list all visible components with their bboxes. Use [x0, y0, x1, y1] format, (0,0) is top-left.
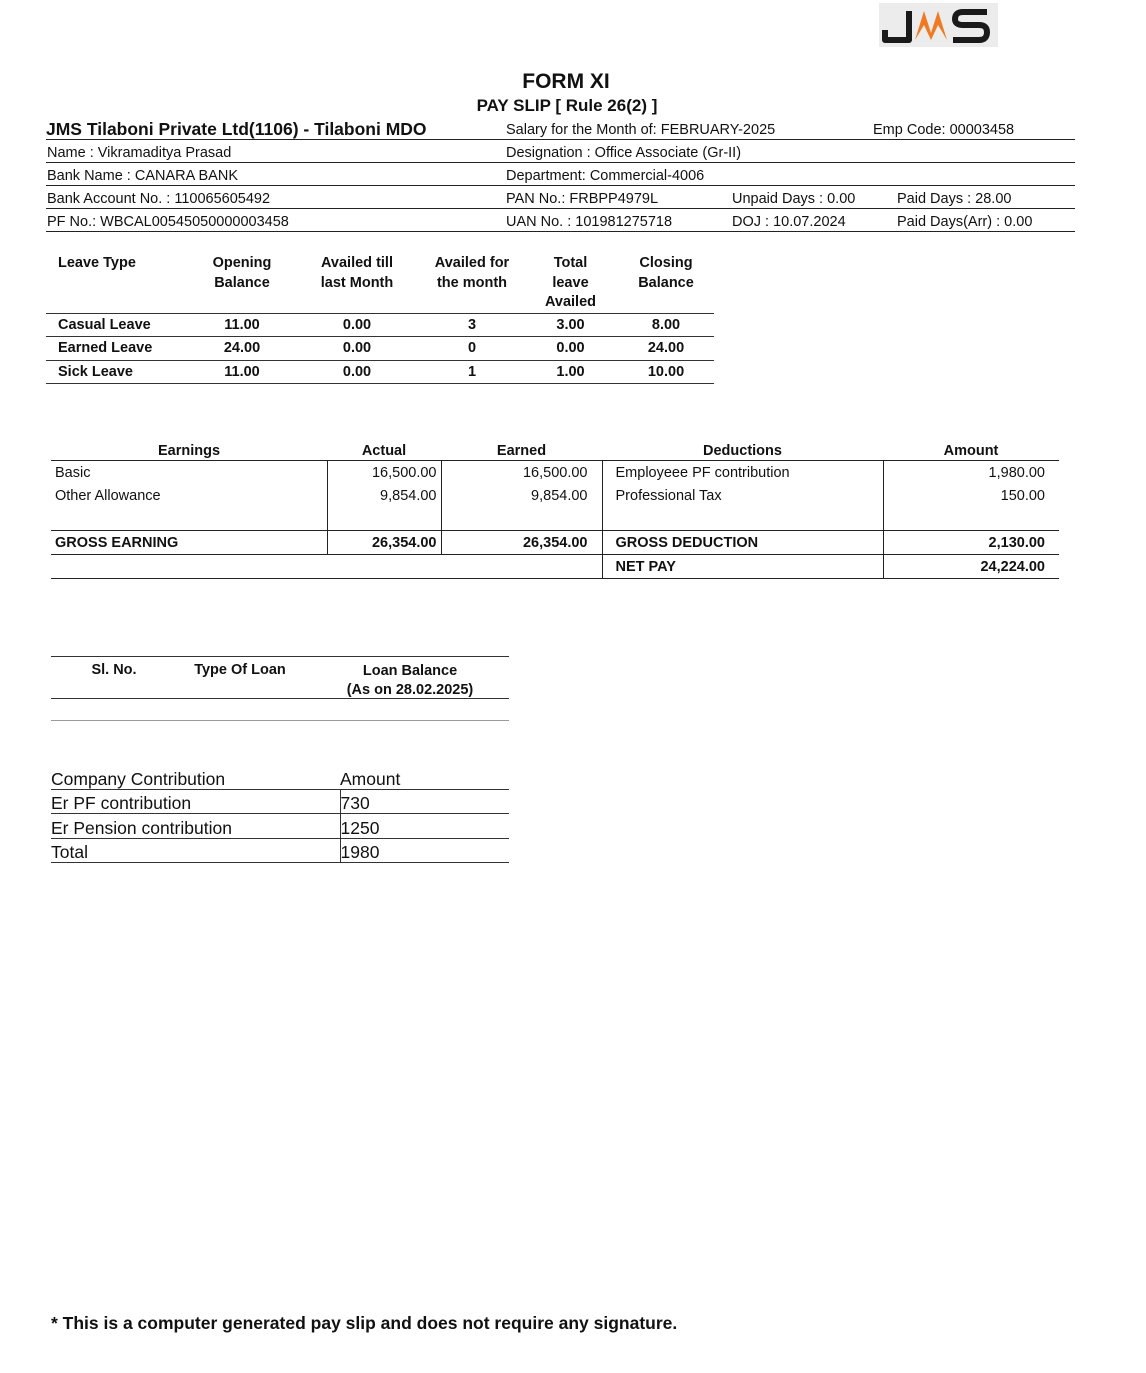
empty-cell [327, 555, 441, 579]
col-earned: Earned [441, 442, 602, 461]
divider [51, 698, 509, 699]
empty-cell [602, 507, 883, 531]
empty-cell [441, 507, 602, 531]
pf-number: PF No.: WBCAL00545050000003458 [47, 214, 289, 230]
col-loan-balance [330, 662, 490, 700]
table-row [46, 360, 714, 384]
table-row [51, 814, 509, 839]
empty-cell [327, 507, 441, 531]
closing-balance: 8.00 [618, 313, 714, 337]
gross-deduction-label: GROSS DEDUCTION [602, 531, 883, 555]
availed-till: 0.00 [293, 313, 421, 337]
header-line: Total [553, 255, 588, 271]
divider [51, 720, 509, 721]
col-availed-till [293, 254, 421, 313]
divider [51, 656, 509, 657]
gross-earning-label: GROSS EARNING [51, 531, 327, 555]
closing-balance: 24.00 [618, 337, 714, 361]
divider [46, 139, 1075, 140]
department: Department: Commercial-4006 [506, 168, 705, 184]
divider [46, 208, 1075, 209]
table-row [46, 313, 714, 337]
contribution-amount: 730 [340, 789, 509, 814]
table-row [51, 789, 509, 814]
col-contribution: Company Contribution [51, 765, 340, 789]
divider [46, 231, 1075, 232]
table-row [51, 461, 1059, 485]
earnings-deductions-table [51, 442, 1059, 579]
leave-type: Sick Leave [46, 360, 191, 384]
salary-month: Salary for the Month of: FEBRUARY-2025 [506, 122, 776, 138]
deduction-amount: 1,980.00 [883, 461, 1059, 485]
deduction-label: Professional Tax [602, 484, 883, 507]
earned-value: 16,500.00 [441, 461, 602, 485]
contribution-label: Total [51, 838, 340, 863]
pay-header-row [51, 442, 1059, 461]
company-logo [879, 3, 998, 47]
header-line: Opening [212, 255, 272, 271]
opening-balance: 11.00 [191, 313, 293, 337]
col-amount: Amount [883, 442, 1059, 461]
header-line: Availed [544, 294, 597, 310]
empty-cell [883, 507, 1059, 531]
form-title: FORM XI [522, 70, 610, 93]
leave-header-row [46, 254, 714, 313]
availed-till: 0.00 [293, 337, 421, 361]
total-availed: 1.00 [523, 360, 618, 384]
uan-number: UAN No. : 101981275718 [506, 214, 673, 230]
gross-deduction-amount: 2,130.00 [883, 531, 1059, 555]
employee-name: Name : Vikramaditya Prasad [47, 145, 232, 161]
availed-till: 0.00 [293, 360, 421, 384]
bank-account: Bank Account No. : 110065605492 [47, 191, 271, 207]
header-line: Availed for [434, 255, 510, 271]
leave-type: Earned Leave [46, 337, 191, 361]
col-closing-balance [618, 254, 714, 313]
bank-name: Bank Name : CANARA BANK [47, 168, 238, 184]
total-availed: 3.00 [523, 313, 618, 337]
header-line: the month [436, 274, 508, 291]
form-subtitle: PAY SLIP [ Rule 26(2) ] [476, 96, 658, 115]
designation: Designation : Office Associate (Gr-II) [506, 145, 742, 161]
opening-balance: 11.00 [191, 360, 293, 384]
col-earnings: Earnings [51, 442, 327, 461]
jms-logo-icon [879, 3, 998, 47]
net-pay-label: NET PAY [602, 555, 883, 579]
table-row [51, 484, 1059, 507]
closing-balance: 10.00 [618, 360, 714, 384]
emp-code: Emp Code: 00003458 [873, 122, 1015, 138]
leave-table [46, 254, 714, 384]
col-opening-balance [191, 254, 293, 313]
gross-row [51, 531, 1059, 555]
paid-days: Paid Days : 28.00 [897, 191, 1012, 207]
gross-actual: 26,354.00 [327, 531, 441, 555]
col-loan-type: Type Of Loan [194, 662, 286, 678]
paid-days-arrear: Paid Days(Arr) : 0.00 [897, 214, 1033, 230]
divider [46, 185, 1075, 186]
gross-earned: 26,354.00 [441, 531, 602, 555]
empty-cell [51, 507, 327, 531]
header-line: Loan Balance [362, 663, 458, 679]
total-availed: 0.00 [523, 337, 618, 361]
header-line: leave [552, 274, 589, 291]
company-contribution-table [51, 765, 509, 863]
pan-number: PAN No.: FRBPP4979L [506, 191, 659, 207]
header-line: Availed till [321, 255, 393, 271]
leave-type: Casual Leave [46, 313, 191, 337]
table-row [46, 337, 714, 361]
actual-value: 16,500.00 [327, 461, 441, 485]
earned-value: 9,854.00 [441, 484, 602, 507]
table-row [51, 838, 509, 863]
empty-cell [51, 555, 327, 579]
unpaid-days: Unpaid Days : 0.00 [732, 191, 856, 207]
deduction-amount: 150.00 [883, 484, 1059, 507]
footer-note: * This is a computer generated pay slip and does not require any signature. [51, 1313, 678, 1333]
deduction-label: Employeee PF contribution [602, 461, 883, 485]
net-pay-amount: 24,224.00 [883, 555, 1059, 579]
empty-cell [441, 555, 602, 579]
net-pay-row [51, 555, 1059, 579]
col-amount: Amount [340, 765, 509, 789]
header-line: Balance [638, 274, 694, 291]
col-leave-type: Leave Type [46, 254, 191, 313]
col-deductions: Deductions [602, 442, 883, 461]
opening-balance: 24.00 [191, 337, 293, 361]
col-availed-month [421, 254, 523, 313]
date-of-joining: DOJ : 10.07.2024 [732, 214, 846, 230]
company-name: JMS Tilaboni Private Ltd(1106) - Tilaboni MDO [46, 119, 427, 139]
availed-month: 1 [421, 360, 523, 384]
header-line: (As on 28.02.2025) [346, 682, 474, 698]
col-actual: Actual [327, 442, 441, 461]
earning-label: Basic [55, 464, 91, 481]
contribution-amount: 1980 [340, 838, 509, 863]
header-line: last Month [320, 274, 394, 291]
divider [46, 162, 1075, 163]
contribution-label: Er Pension contribution [51, 814, 340, 839]
actual-value: 9,854.00 [327, 484, 441, 507]
contribution-header-row [51, 765, 509, 789]
availed-month: 0 [421, 337, 523, 361]
contribution-label: Er PF contribution [51, 789, 340, 814]
spacer-row [51, 507, 1059, 531]
col-sl-no: Sl. No. [91, 662, 137, 678]
earning-label: Other Allowance [55, 487, 161, 504]
col-total-availed [523, 254, 618, 313]
availed-month: 3 [421, 313, 523, 337]
contribution-amount: 1250 [340, 814, 509, 839]
header-line: Closing [639, 255, 693, 271]
header-line: Balance [214, 274, 270, 291]
